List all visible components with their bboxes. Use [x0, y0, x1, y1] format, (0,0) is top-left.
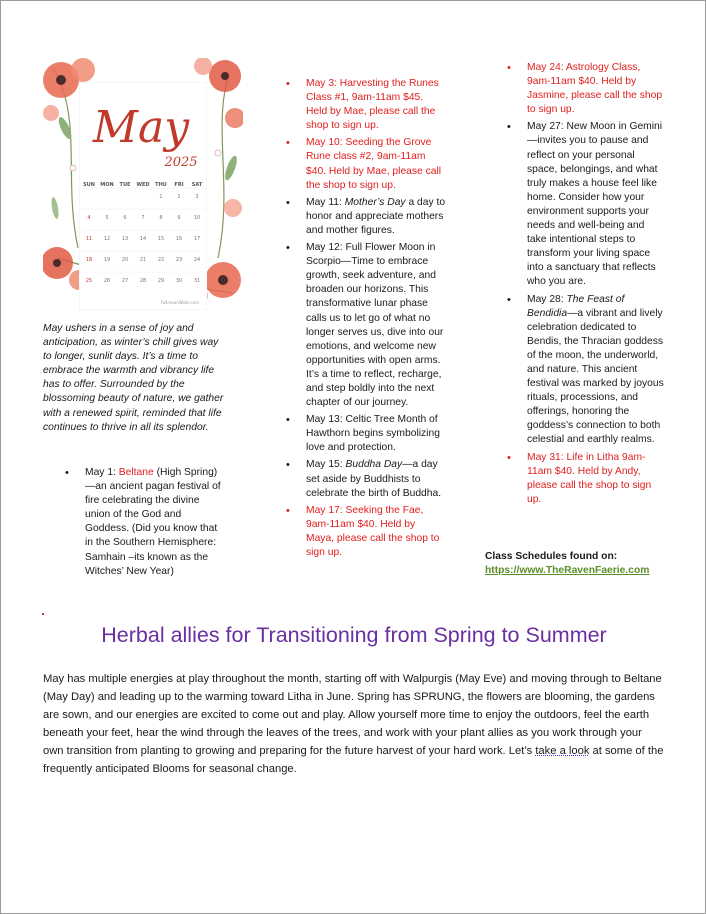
- calendar-day: 11: [85, 236, 93, 242]
- calendar-day: 23: [175, 257, 183, 263]
- calendar-weekday-header: THU: [155, 182, 167, 188]
- calendar-day: 12: [103, 236, 111, 242]
- calendar-weekday-header: MON: [100, 182, 114, 188]
- calendar-day: 16: [175, 236, 183, 242]
- spellcheck-flagged-phrase[interactable]: take a look: [535, 745, 590, 758]
- calendar-day: 5: [105, 215, 109, 221]
- calendar-weekday-header: FRI: [174, 182, 184, 188]
- calendar-day: 8: [159, 215, 163, 221]
- calendar-day: 26: [103, 278, 111, 284]
- calendar-day: 31: [193, 278, 201, 284]
- calendar-credit: FullmoonWalls.com: [160, 300, 199, 305]
- calendar-day: 2: [177, 194, 181, 200]
- calendar-month: May: [92, 102, 190, 153]
- event-item: • May 12: Full Flower Moon in Scorpio—Time to embrace growth, seek adventure, and broaden our horizons. This transformative lunar phase calls us to let go of what no longer serves us, dive into our emotions, and welcome new opportunities with open arms. It’s a time to reflect, recharge, and step boldly into the next chapter of our journey.: [306, 241, 446, 410]
- calendar-year: 2025: [164, 155, 198, 170]
- class-event-item: • May 10: Seeding the Grove Rune class #2, 9am-11am $40. Held by Mae, please call the shop to sign up.: [306, 136, 446, 192]
- event-item: • May 1: Beltane (High Spring)—an ancient pagan festival of fire celebrating the divine union of the God and Goddess. (Did you know that in the Southern Hemisphere: Samhain –its known as the Witches’ New Year): [85, 466, 227, 579]
- calendar-day: 13: [121, 236, 129, 242]
- class-event-item: • May 31: Life in Litha 9am-11am $40. Held by Andy, please call the shop to sign up.: [527, 451, 665, 507]
- calendar-weekday-header: SUN: [83, 182, 95, 188]
- calendar-day: 28: [139, 278, 147, 284]
- class-schedule-label: Class Schedules found on:: [485, 551, 618, 562]
- calendar-day: 30: [175, 278, 183, 284]
- calendar-day: 9: [177, 215, 181, 221]
- column-1-events: [85, 466, 227, 582]
- class-event-item: • May 17: Seeking the Fae, 9am-11am $40. Held by Maya, please call the shop to sign up.: [306, 504, 446, 560]
- stray-mark: [42, 613, 44, 615]
- section-heading: Herbal allies for Transitioning from Spring to Summer: [101, 623, 607, 647]
- event-item: • May 28: The Feast of Bendidia—a vibrant and lively celebration dedicated to Bendis, the Thracian goddess of the moon, the underworld, and nature. This ancient festival was marked by joyous rituals, processions, and offerings, honoring the goddess’s connection to both celestial and earthly realms.: [527, 293, 665, 448]
- class-event-item: • May 3: Harvesting the Runes Class #1, 9am-11am $45. Held by Mae, please call the shop to sign up.: [306, 77, 446, 133]
- calendar-day: 7: [141, 215, 145, 221]
- event-item: • May 15: Buddha Day—a day set aside by Buddhists to celebrate the birth of Buddha.: [306, 458, 446, 500]
- calendar-weekday-header: WED: [136, 182, 150, 188]
- calendar-weekday-header: SAT: [191, 182, 203, 188]
- calendar-day: 3: [195, 194, 199, 200]
- calendar-day: 15: [157, 236, 165, 242]
- calendar-day: 10: [193, 215, 201, 221]
- calendar-day: 21: [139, 257, 147, 263]
- column-2-events: [306, 77, 446, 563]
- calendar-day: 22: [157, 257, 165, 263]
- event-item: • May 27: New Moon in Gemini—invites you to pause and reflect on your personal space, belongings, and what truly makes a house feel like home. Consider how your environment supports your needs and well-being and take intentional steps to transform your living space into a sanctuary that reflects who you are.: [527, 120, 665, 289]
- calendar-day: 1: [159, 194, 163, 200]
- calendar-card: [79, 82, 207, 310]
- calendar-day: 25: [85, 278, 93, 284]
- calendar-day: 19: [103, 257, 111, 263]
- event-item: • May 11: Mother’s Day a day to honor and appreciate mothers and mother figures.: [306, 196, 446, 238]
- column-3-events: [527, 61, 665, 510]
- website-link[interactable]: https://www.TheRavenFaerie.com: [485, 565, 650, 577]
- may-calendar-illustration: [43, 58, 243, 308]
- calendar-day: 27: [121, 278, 129, 284]
- calendar-weekday-header: TUE: [119, 182, 131, 188]
- intro-paragraph: May ushers in a sense of joy and anticipation, as winter’s chill gives way to longer, sunlit days. It’s a time to embrace the warmth and vibrancy life has to offer. Surrounded by the blossoming beauty of nature, we gather with a renewed spirit, reminded that life continues to thrive in all its splendor.: [43, 323, 224, 433]
- calendar-day: 24: [193, 257, 201, 263]
- calendar-day: 4: [87, 215, 91, 221]
- calendar-day: 6: [123, 215, 127, 221]
- class-schedule-note: [485, 550, 649, 578]
- calendar-day: 18: [85, 257, 93, 263]
- event-item: • May 13: Celtic Tree Month of Hawthorn begins symbolizing love and protection.: [306, 413, 446, 455]
- calendar-day: 14: [139, 236, 147, 242]
- class-event-item: • May 24: Astrology Class, 9am-11am $40. Held by Jasmine, please call the shop to sign up.: [527, 61, 665, 117]
- calendar-day: 17: [193, 236, 201, 242]
- calendar-day: 20: [121, 257, 129, 263]
- calendar-day: 29: [157, 278, 165, 284]
- body-paragraph: May has multiple energies at play throughout the month, starting off with Walpurgis (May Eve) and moving through to Beltane (May Day) and leading up to the warming toward Litha in June. Spring has SPRUNG, the flowers are blooming, the gardens are sown, and our energies are excited to come out and play. Allow yourself more time to enjoy the outdoors, feel the earth beneath your feet, hear the wind through the leaves of the trees, and work with your plant allies as you work through your own transition from planting to growing and preparing for the future harvest of your hard work. Let’s take a look at some of the frequently anticipated Blooms for seasonal change.: [43, 673, 664, 776]
- event-highlight: Beltane: [118, 467, 154, 478]
